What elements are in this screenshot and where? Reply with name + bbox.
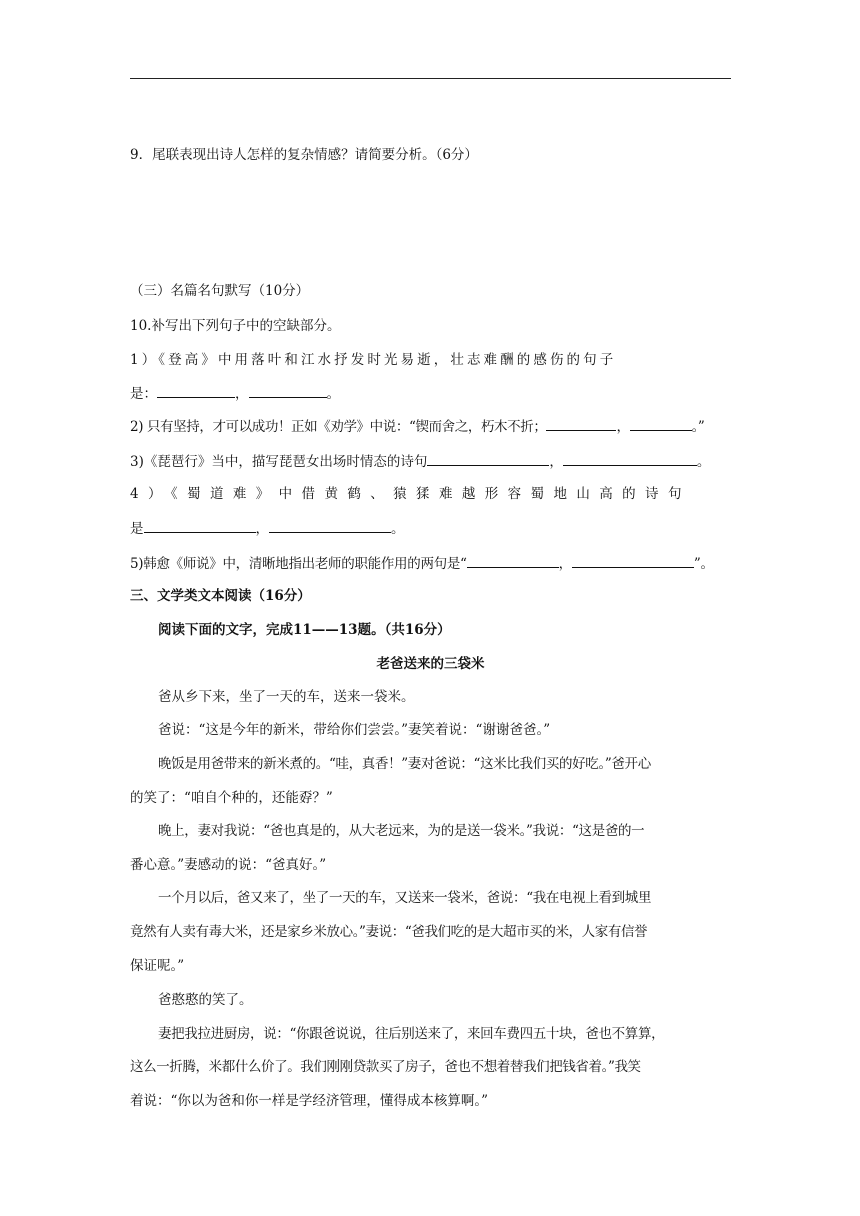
fill-item-3: 3)《琵琶行》当中，描写琵琶女出场时情态的诗句 ， 。 [130, 451, 731, 472]
fill-item-4: 4）《蜀道难》中借黄鹤、猿猱难越形容蜀地山高的诗句 [130, 486, 691, 502]
fill-item-2: 2) 只有坚持，才可以成功！正如《劝学》中说：“锲而舍之，朽木不折； ， 。” [130, 416, 731, 437]
answer-blank[interactable] [144, 518, 256, 533]
answer-blank[interactable] [572, 553, 694, 568]
story-title: 老爸送来的三袋米 [376, 656, 485, 672]
story-paragraph-3: 晚饭是用爸带来的新米煮的。“哇，真香！”妻对爸说：“这米比我们买的好吃。”爸开心 [158, 756, 651, 772]
answer-blank[interactable] [630, 416, 692, 431]
answer-blank[interactable] [249, 383, 327, 398]
answer-blank[interactable] [467, 553, 559, 568]
story-paragraph-1: 爸从乡下来，坐了一天的车，送来一袋米。 [158, 689, 415, 705]
story-paragraph-6: 爸憨憨的笑了。 [158, 992, 253, 1008]
answer-blank[interactable] [157, 383, 235, 398]
fill-item-1: 1）《登高》中用落叶和江水抒发时光易逝，壮志难酬的感伤的句子 [130, 352, 617, 368]
answer-blank[interactable] [269, 518, 391, 533]
story-paragraph-5-cont: 竟然有人卖有毒大米，还是家乡米放心。”妻说：“爸我们吃的是大超市买的米，人家有信誉 [130, 924, 648, 940]
story-paragraph-2: 爸说：“这是今年的新米，带给你们尝尝。”妻笑着说：“谢谢爸爸。” [158, 722, 551, 738]
header-rule [130, 78, 731, 79]
section-title-dictation: （三）名篇名句默写（10分） [130, 283, 310, 299]
fill-item-5: 5)韩愈《师说》中，清晰地指出老师的职能作用的两句是“ ， ”。 [130, 553, 731, 574]
answer-blank[interactable] [427, 451, 549, 466]
story-paragraph-7-end: 着说：“你以为爸和你一样是学经济管理，懂得成本核算啊。” [130, 1093, 489, 1109]
fill-item-1-answer: 是： ， 。 [130, 383, 731, 404]
story-paragraph-5-end: 保证呢。” [130, 958, 185, 974]
story-paragraph-4: 晚上，妻对我说：“爸也真是的，从大老远来，为的是送一袋米。”我说：“这是爸的一 [158, 823, 645, 839]
fill-item-4-answer: 是 ， 。 [130, 518, 731, 539]
story-paragraph-4-cont: 番心意。”妻感动的说：“爸真好。” [130, 857, 327, 873]
story-paragraph-7: 妻把我拉进厨房，说：“你跟爸说说，往后别送来了，来回车费四五十块，爸也不算算， [158, 1026, 665, 1042]
answer-blank[interactable] [563, 451, 697, 466]
question-9: 9．尾联表现出诗人怎样的复杂情感？请简要分析。（6分） [130, 147, 478, 163]
story-paragraph-7-cont: 这么一折腾，米都什么价了。我们刚刚贷款买了房子，爸也不想着替我们把钱省着。”我笑 [130, 1059, 641, 1075]
part-3-title: 三、文学类文本阅读（16分） [130, 588, 311, 604]
story-paragraph-5: 一个月以后，爸又来了，坐了一天的车，又送来一袋米，爸说：“我在电视上看到城里 [158, 890, 652, 906]
question-10-intro: 10.补写出下列句子中的空缺部分。 [130, 318, 341, 334]
story-paragraph-3-cont: 的笑了：“咱自个种的，还能孬？” [130, 790, 333, 806]
reading-instruction: 阅读下面的文字，完成11——13题。（共16分） [158, 622, 451, 638]
answer-blank[interactable] [546, 416, 616, 431]
